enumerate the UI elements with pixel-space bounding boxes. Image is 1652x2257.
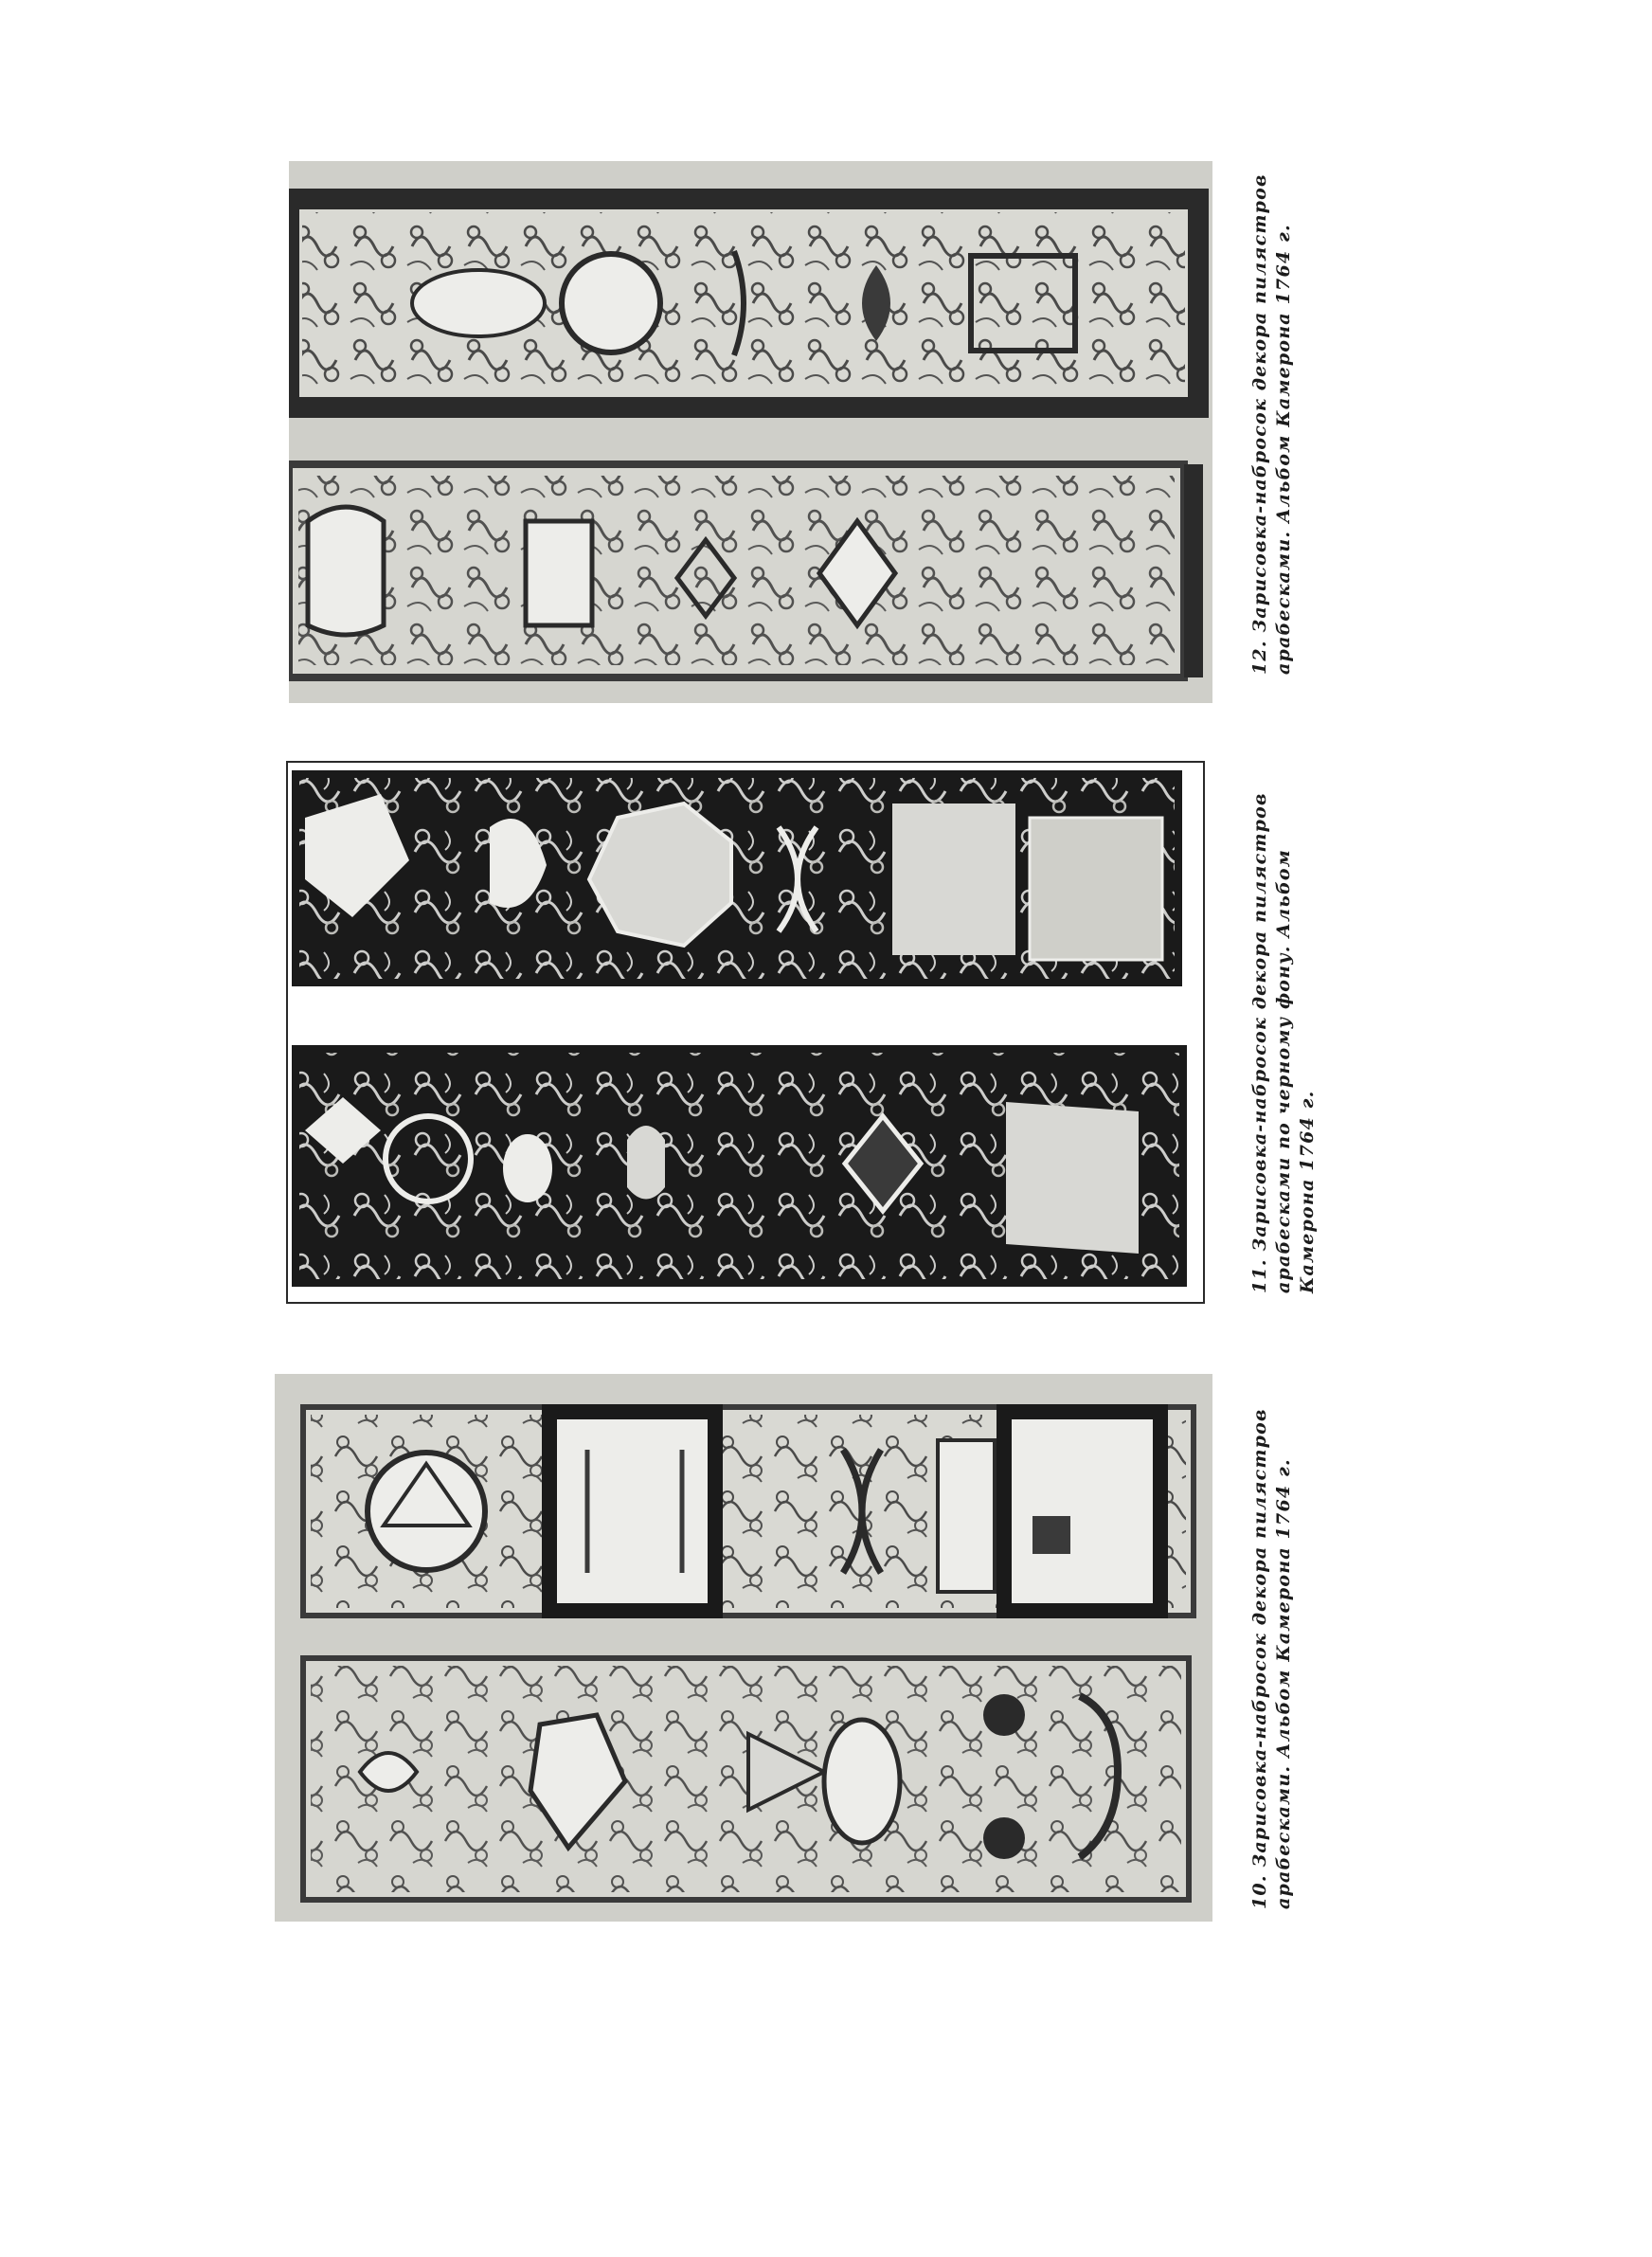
caption-line: 11. Зарисовка-набросок декора пилястров — [1249, 792, 1270, 1293]
plate-12-caption — [1248, 173, 1296, 675]
plate-11-image — [286, 761, 1205, 1304]
caption-line: Камерона 1764 г. — [1297, 1090, 1318, 1293]
caption-line: арабесками. Альбом Камерона 1764 г. — [1273, 224, 1294, 675]
caption-line: арабесками. Альбом Камерона 1764 г. — [1273, 1458, 1294, 1909]
caption-line: арабесками по черному фону. Альбом — [1273, 849, 1294, 1293]
caption-line: 10. Зарисовка-набросок декора пилястров — [1249, 1408, 1270, 1909]
plate-11-caption — [1248, 792, 1320, 1293]
plate-10-image — [275, 1374, 1212, 1922]
caption-line: 12. Зарисовка-набросок декора пилястров — [1249, 173, 1270, 675]
plate-10-caption — [1248, 1408, 1296, 1909]
plate-12-image — [289, 161, 1212, 703]
